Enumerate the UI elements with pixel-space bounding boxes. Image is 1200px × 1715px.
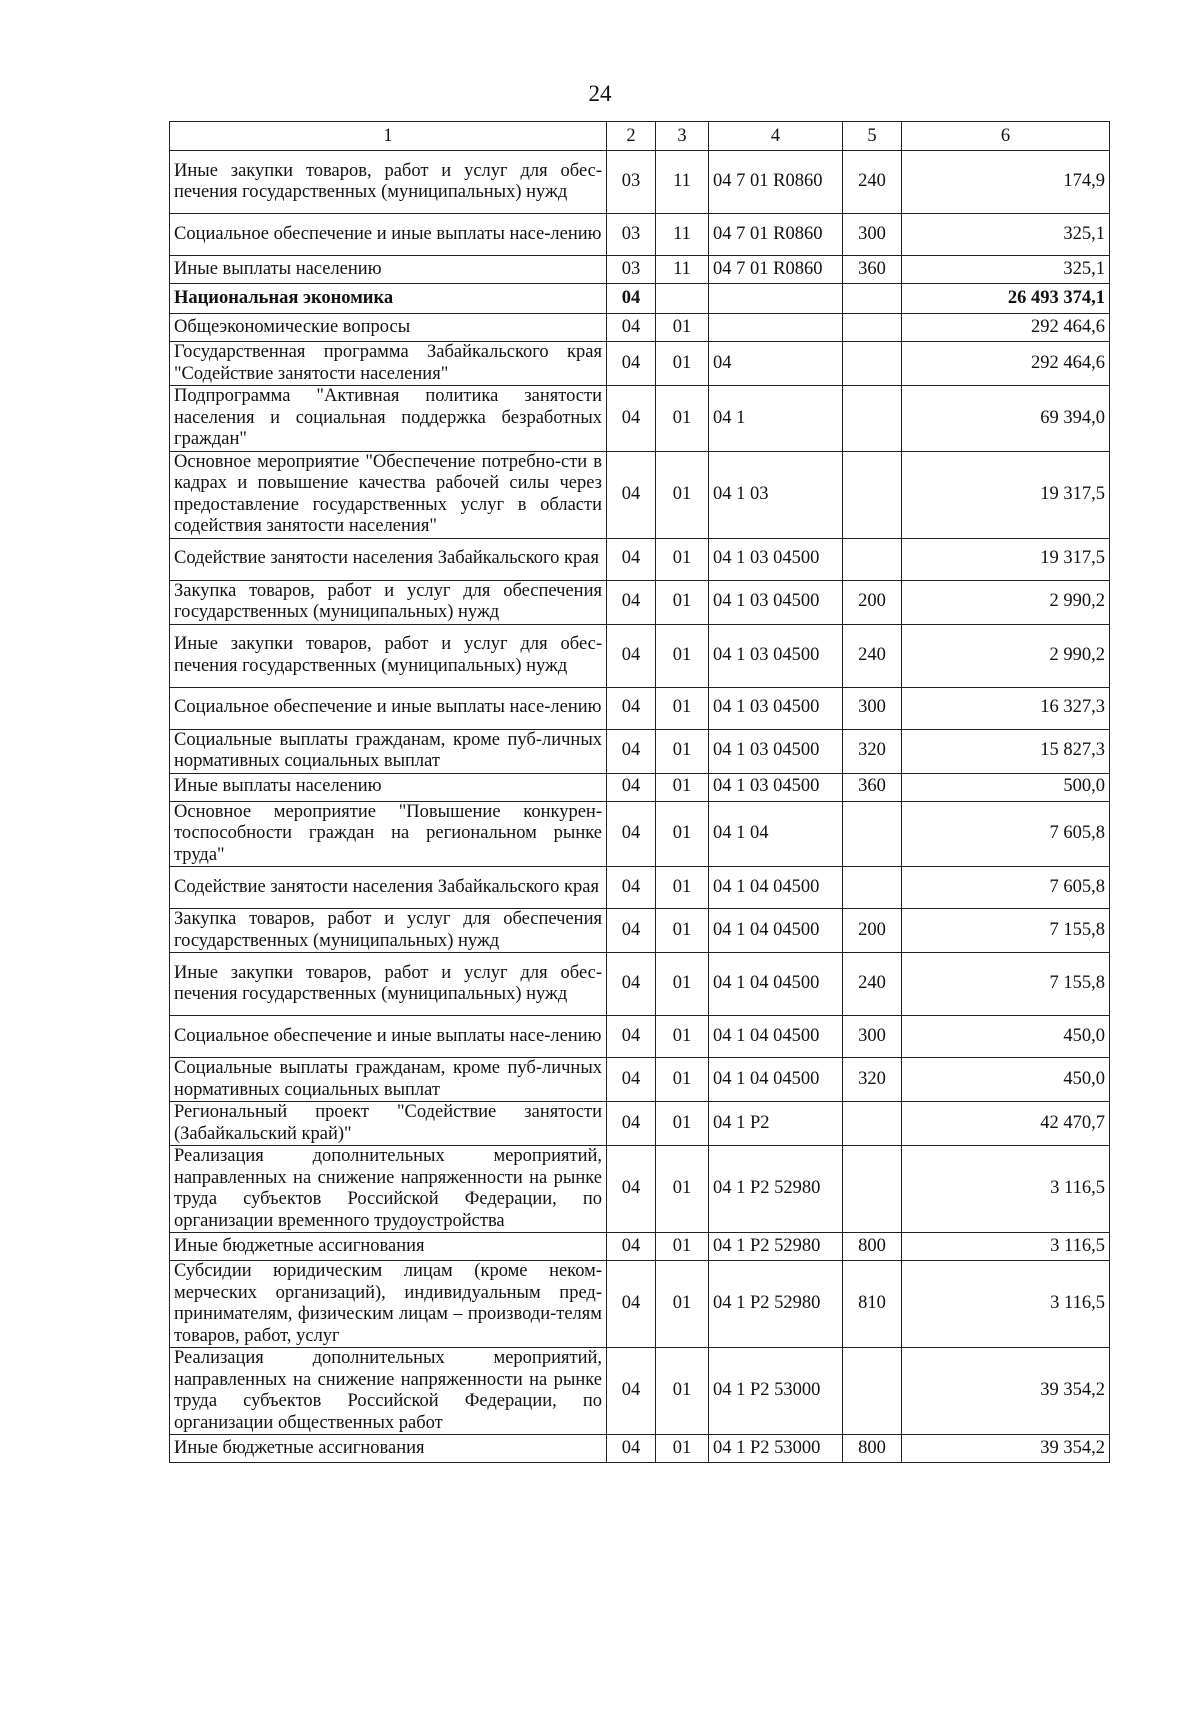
row-name-cell: Социальные выплаты гражданам, кроме пуб-личных нормативных социальных выплат (170, 729, 607, 773)
section-cell: 04 (607, 953, 656, 1016)
subsection-cell: 01 (656, 451, 709, 538)
target-article-cell: 04 7 01 R0860 (709, 214, 843, 256)
subsection-cell: 01 (656, 1348, 709, 1435)
table-row (170, 314, 1110, 342)
header-row (170, 122, 1110, 151)
table-row (170, 451, 1110, 538)
row-name-cell: Реализация дополнительных мероприятий, направленных на снижение напряженности на рынке труда субъектов Российской Федерации, по организации общественных работ (170, 1348, 607, 1435)
amount-cell: 500,0 (902, 773, 1110, 801)
expense-type-cell: 360 (843, 256, 902, 284)
row-name-cell: Общеэкономические вопросы (170, 314, 607, 342)
expense-type-cell (843, 284, 902, 314)
expense-type-cell: 320 (843, 1058, 902, 1102)
amount-cell: 39 354,2 (902, 1435, 1110, 1463)
amount-cell: 2 990,2 (902, 580, 1110, 624)
amount-cell: 39 354,2 (902, 1348, 1110, 1435)
table-row (170, 1261, 1110, 1348)
row-name-cell: Региональный проект "Содействие занятости (Забайкальский край)" (170, 1102, 607, 1146)
subsection-cell: 01 (656, 386, 709, 452)
table-row (170, 1102, 1110, 1146)
table-row (170, 687, 1110, 729)
subsection-cell: 01 (656, 729, 709, 773)
section-cell: 04 (607, 1348, 656, 1435)
row-name-cell: Субсидии юридическим лицам (кроме неком-мерческих организаций), индивидуальным пред-принимателям, физическим лицам – производи-телям товаров, работ, услуг (170, 1261, 607, 1348)
subsection-cell: 11 (656, 256, 709, 284)
section-cell: 04 (607, 1233, 656, 1261)
section-cell: 04 (607, 1261, 656, 1348)
target-article-cell: 04 1 P2 52980 (709, 1146, 843, 1233)
row-name-cell: Основное мероприятие "Обеспечение потребно-сти в кадрах и повышение качества рабочей силы через предоставление государственных услуг в области содействия занятости населения" (170, 451, 607, 538)
subsection-cell: 01 (656, 687, 709, 729)
row-name-cell: Социальное обеспечение и иные выплаты насе-лению (170, 214, 607, 256)
target-article-cell: 04 1 03 04500 (709, 773, 843, 801)
target-article-cell: 04 1 P2 (709, 1102, 843, 1146)
expense-type-cell: 240 (843, 953, 902, 1016)
amount-cell: 7 155,8 (902, 909, 1110, 953)
column-header: 4 (709, 122, 843, 151)
target-article-cell: 04 7 01 R0860 (709, 256, 843, 284)
row-name-cell: Национальная экономика (170, 284, 607, 314)
section-cell: 04 (607, 867, 656, 909)
target-article-cell: 04 1 P2 52980 (709, 1261, 843, 1348)
section-cell: 04 (607, 1102, 656, 1146)
target-article-cell: 04 1 P2 53000 (709, 1348, 843, 1435)
expense-type-cell (843, 538, 902, 580)
amount-cell: 16 327,3 (902, 687, 1110, 729)
target-article-cell: 04 1 03 04500 (709, 687, 843, 729)
table-row (170, 909, 1110, 953)
row-name-cell: Закупка товаров, работ и услуг для обеспечения государственных (муниципальных) нужд (170, 909, 607, 953)
subsection-cell: 01 (656, 1058, 709, 1102)
expense-type-cell: 800 (843, 1233, 902, 1261)
expense-type-cell (843, 1146, 902, 1233)
amount-cell: 292 464,6 (902, 314, 1110, 342)
row-name-cell: Реализация дополнительных мероприятий, направленных на снижение напряженности на рынке труда субъектов Российской Федерации, по организации временного трудоустройства (170, 1146, 607, 1233)
section-cell: 04 (607, 1016, 656, 1058)
section-cell: 03 (607, 214, 656, 256)
column-header: 1 (170, 122, 607, 151)
section-cell: 04 (607, 773, 656, 801)
column-header: 2 (607, 122, 656, 151)
target-article-cell: 04 1 04 04500 (709, 1058, 843, 1102)
table-row (170, 580, 1110, 624)
subsection-cell: 01 (656, 1146, 709, 1233)
section-cell: 04 (607, 386, 656, 452)
subsection-cell: 01 (656, 867, 709, 909)
table-row (170, 538, 1110, 580)
subsection-cell: 11 (656, 151, 709, 214)
section-cell: 04 (607, 342, 656, 386)
subsection-cell: 01 (656, 773, 709, 801)
target-article-cell: 04 1 04 (709, 801, 843, 867)
row-name-cell: Социальные выплаты гражданам, кроме пуб-личных нормативных социальных выплат (170, 1058, 607, 1102)
target-article-cell: 04 1 (709, 386, 843, 452)
target-article-cell: 04 1 P2 52980 (709, 1233, 843, 1261)
amount-cell: 3 116,5 (902, 1233, 1110, 1261)
table-row (170, 1435, 1110, 1463)
subsection-cell: 01 (656, 1016, 709, 1058)
section-cell: 04 (607, 284, 656, 314)
row-name-cell: Иные закупки товаров, работ и услуг для обес-печения государственных (муниципальных) нужд (170, 953, 607, 1016)
subsection-cell: 01 (656, 1102, 709, 1146)
expense-type-cell (843, 1348, 902, 1435)
amount-cell: 325,1 (902, 214, 1110, 256)
budget-table (169, 121, 1110, 1463)
page-number: 24 (588, 81, 612, 106)
row-name-cell: Иные выплаты населению (170, 773, 607, 801)
section-cell: 04 (607, 729, 656, 773)
target-article-cell: 04 7 01 R0860 (709, 151, 843, 214)
target-article-cell: 04 1 P2 53000 (709, 1435, 843, 1463)
subsection-cell: 11 (656, 214, 709, 256)
expense-type-cell: 810 (843, 1261, 902, 1348)
amount-cell: 69 394,0 (902, 386, 1110, 452)
subsection-cell: 01 (656, 624, 709, 687)
amount-cell: 19 317,5 (902, 538, 1110, 580)
expense-type-cell: 300 (843, 687, 902, 729)
row-name-cell: Закупка товаров, работ и услуг для обеспечения государственных (муниципальных) нужд (170, 580, 607, 624)
expense-type-cell (843, 342, 902, 386)
subsection-cell: 01 (656, 538, 709, 580)
subsection-cell (656, 284, 709, 314)
table-row (170, 773, 1110, 801)
amount-cell: 7 155,8 (902, 953, 1110, 1016)
subsection-cell: 01 (656, 909, 709, 953)
table-row (170, 284, 1110, 314)
table-row (170, 1233, 1110, 1261)
table-row (170, 256, 1110, 284)
row-name-cell: Иные закупки товаров, работ и услуг для обес-печения государственных (муниципальных) нужд (170, 624, 607, 687)
expense-type-cell (843, 801, 902, 867)
column-header: 5 (843, 122, 902, 151)
expense-type-cell (843, 451, 902, 538)
column-header: 3 (656, 122, 709, 151)
table-row (170, 342, 1110, 386)
column-header: 6 (902, 122, 1110, 151)
amount-cell: 3 116,5 (902, 1261, 1110, 1348)
expense-type-cell: 200 (843, 580, 902, 624)
amount-cell: 7 605,8 (902, 867, 1110, 909)
target-article-cell: 04 1 03 04500 (709, 538, 843, 580)
section-cell: 04 (607, 801, 656, 867)
table-row (170, 386, 1110, 452)
section-cell: 03 (607, 151, 656, 214)
table-row (170, 801, 1110, 867)
target-article-cell: 04 1 03 04500 (709, 624, 843, 687)
row-name-cell: Государственная программа Забайкальского края "Содействие занятости населения" (170, 342, 607, 386)
expense-type-cell (843, 1102, 902, 1146)
section-cell: 04 (607, 1435, 656, 1463)
amount-cell: 19 317,5 (902, 451, 1110, 538)
subsection-cell: 01 (656, 1233, 709, 1261)
section-cell: 04 (607, 909, 656, 953)
section-cell: 04 (607, 624, 656, 687)
section-cell: 04 (607, 451, 656, 538)
expense-type-cell (843, 314, 902, 342)
subsection-cell: 01 (656, 953, 709, 1016)
row-name-cell: Содействие занятости населения Забайкальского края (170, 867, 607, 909)
expense-type-cell: 200 (843, 909, 902, 953)
row-name-cell: Иные бюджетные ассигнования (170, 1233, 607, 1261)
row-name-cell: Социальное обеспечение и иные выплаты насе-лению (170, 1016, 607, 1058)
target-article-cell: 04 1 03 04500 (709, 580, 843, 624)
amount-cell: 2 990,2 (902, 624, 1110, 687)
subsection-cell: 01 (656, 1261, 709, 1348)
amount-cell: 7 605,8 (902, 801, 1110, 867)
expense-type-cell (843, 867, 902, 909)
table-row (170, 953, 1110, 1016)
table-row (170, 624, 1110, 687)
expense-type-cell: 240 (843, 151, 902, 214)
section-cell: 04 (607, 538, 656, 580)
section-cell: 04 (607, 1058, 656, 1102)
expense-type-cell (843, 386, 902, 452)
target-article-cell: 04 1 04 04500 (709, 953, 843, 1016)
subsection-cell: 01 (656, 801, 709, 867)
table-row (170, 1146, 1110, 1233)
target-article-cell: 04 1 03 04500 (709, 729, 843, 773)
section-cell: 04 (607, 1146, 656, 1233)
subsection-cell: 01 (656, 342, 709, 386)
row-name-cell: Иные бюджетные ассигнования (170, 1435, 607, 1463)
section-cell: 04 (607, 314, 656, 342)
subsection-cell: 01 (656, 1435, 709, 1463)
table-body (170, 151, 1110, 1463)
target-article-cell: 04 1 04 04500 (709, 909, 843, 953)
row-name-cell: Основное мероприятие "Повышение конкурен-тоспособности граждан на региональном рынке труда" (170, 801, 607, 867)
target-article-cell: 04 1 04 04500 (709, 1016, 843, 1058)
expense-type-cell: 240 (843, 624, 902, 687)
amount-cell: 15 827,3 (902, 729, 1110, 773)
table-row (170, 729, 1110, 773)
table-row (170, 1348, 1110, 1435)
target-article-cell: 04 1 03 (709, 451, 843, 538)
amount-cell: 42 470,7 (902, 1102, 1110, 1146)
amount-cell: 3 116,5 (902, 1146, 1110, 1233)
row-name-cell: Иные выплаты населению (170, 256, 607, 284)
amount-cell: 174,9 (902, 151, 1110, 214)
amount-cell: 26 493 374,1 (902, 284, 1110, 314)
row-name-cell: Иные закупки товаров, работ и услуг для обес-печения государственных (муниципальных) нужд (170, 151, 607, 214)
amount-cell: 450,0 (902, 1058, 1110, 1102)
subsection-cell: 01 (656, 580, 709, 624)
amount-cell: 292 464,6 (902, 342, 1110, 386)
table-row (170, 151, 1110, 214)
expense-type-cell: 800 (843, 1435, 902, 1463)
target-article-cell: 04 1 04 04500 (709, 867, 843, 909)
row-name-cell: Подпрограмма "Активная политика занятости населения и социальная поддержка безработных граждан" (170, 386, 607, 452)
table-row (170, 867, 1110, 909)
amount-cell: 325,1 (902, 256, 1110, 284)
expense-type-cell: 360 (843, 773, 902, 801)
row-name-cell: Содействие занятости населения Забайкальского края (170, 538, 607, 580)
section-cell: 04 (607, 580, 656, 624)
amount-cell: 450,0 (902, 1016, 1110, 1058)
expense-type-cell: 300 (843, 214, 902, 256)
table-row (170, 1016, 1110, 1058)
target-article-cell (709, 314, 843, 342)
target-article-cell (709, 284, 843, 314)
section-cell: 03 (607, 256, 656, 284)
target-article-cell: 04 (709, 342, 843, 386)
table-row (170, 1058, 1110, 1102)
subsection-cell: 01 (656, 314, 709, 342)
row-name-cell: Социальное обеспечение и иные выплаты насе-лению (170, 687, 607, 729)
expense-type-cell: 320 (843, 729, 902, 773)
table-row (170, 214, 1110, 256)
expense-type-cell: 300 (843, 1016, 902, 1058)
section-cell: 04 (607, 687, 656, 729)
